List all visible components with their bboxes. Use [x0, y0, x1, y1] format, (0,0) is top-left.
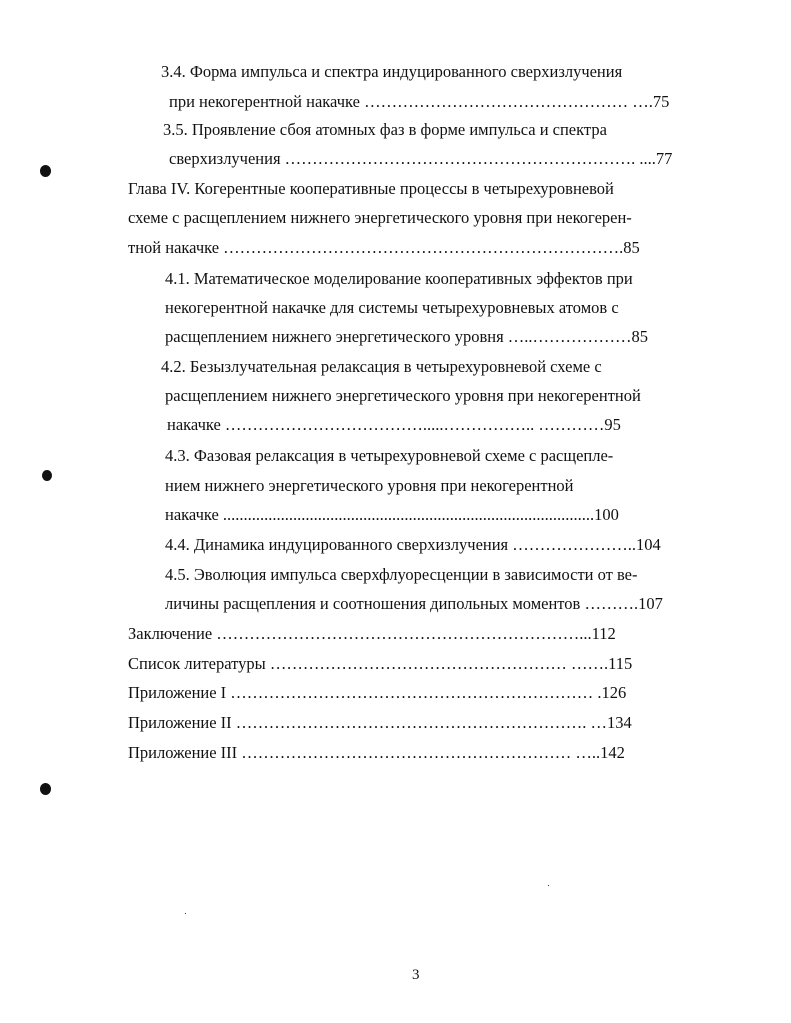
page-number: 3 — [412, 967, 420, 983]
toc-entry-4-4: 4.4. Динамика индуцированного сверхизлучения …………………..104 — [165, 535, 661, 554]
toc-chapter-4-line1: Глава IV. Когерентные кооперативные процессы в четырехуровневой — [128, 179, 614, 198]
toc-entry-4-2-line1: 4.2. Безызлучательная релаксация в четырехуровневой схеме с — [161, 357, 602, 376]
toc-entry-4-2-line2: расщеплением нижнего энергетического уровня при некогерентной — [165, 386, 641, 405]
toc-entry-4-3-line1: 4.3. Фазовая релаксация в четырехуровневой схеме с расщепле- — [165, 446, 614, 465]
scan-blot — [42, 470, 52, 481]
toc-entry-4-2-line3: накачке ……………………………….....…………….. …………95 — [167, 415, 621, 434]
toc-entry-3-4-line1: 3.4. Форма импульса и спектра индуцированного сверхизлучения — [161, 62, 623, 81]
toc-appendix-3: Приложение III …………………………………………………… …..142 — [128, 743, 625, 762]
toc-entry-4-5-line2: личины расщепления и соотношения дипольных моментов ……….107 — [165, 594, 663, 613]
toc-conclusion: Заключение …………………………………………………………...112 — [128, 624, 616, 643]
toc-entry-4-1-line2: некогерентной накачке для системы четырехуровневых атомов с — [165, 298, 619, 317]
toc-entry-4-3-line3: накачке ..........................................................................................100 — [165, 505, 619, 524]
toc-entry-3-5-line2: сверхизлучения ………………………………………………………. ....77 — [169, 149, 673, 168]
toc-chapter-4-line2: схеме с расщеплением нижнего энергетического уровня при некогерен- — [128, 208, 632, 227]
scan-blot — [40, 783, 51, 795]
toc-entry-3-5-line1: 3.5. Проявление сбоя атомных фаз в форме импульса и спектра — [163, 120, 607, 139]
toc-entry-3-4-line2: при некогерентной накачке ………………………………………… ….75 — [169, 92, 670, 111]
toc-entry-4-3-line2: нием нижнего энергетического уровня при некогерентной — [165, 476, 574, 495]
toc-appendix-2: Приложение II ………………………………………………………. …134 — [128, 713, 632, 732]
scan-blot — [40, 165, 51, 177]
toc-entry-4-5-line1: 4.5. Эволюция импульса сверхфлуоресценции в зависимости от ве- — [165, 565, 638, 584]
toc-entry-4-1-line1: 4.1. Математическое моделирование кооперативных эффектов при — [165, 269, 633, 288]
toc-chapter-4-line3: тной накачке ……………………………………………………………….85 — [128, 238, 640, 257]
toc-bibliography: Список литературы ……………………………………………… …….115 — [128, 654, 633, 673]
scan-speck — [548, 885, 549, 886]
toc-appendix-1: Приложение I ………………………………………………………… .126 — [128, 683, 627, 702]
toc-entry-4-1-line3: расщеплением нижнего энергетического уровня …..………………85 — [165, 327, 649, 346]
scan-speck — [185, 913, 186, 914]
